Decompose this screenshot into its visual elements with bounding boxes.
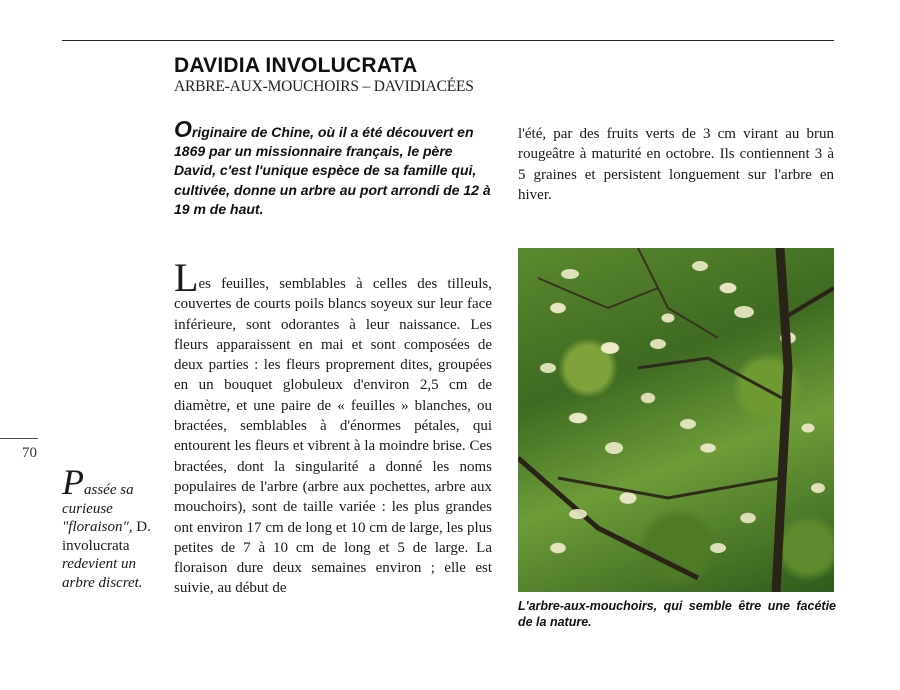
margin-note [62,462,152,593]
article-header [174,54,474,96]
body-drop-cap: L [174,255,199,300]
branches-illustration [518,248,834,592]
body-continued: l'été, par des fruits verts de 3 cm virant au brun rougeâtre à maturité en octobre. Ils contiennent 3 à 5 graines et persistent longuement sur l'arbre en hiver. [518,126,834,203]
tree-photo [518,248,834,592]
aside-text-2: redevient un arbre discret. [62,556,143,591]
intro-text: riginaire de Chine, où il a été découvert en 1869 par un missionnaire français, le père David, c'est l'unique espèce de sa famille qui, cultivée, donne un arbre au port arrondi de 12 à 19 m de haut. [174,124,491,217]
photo-caption: L'arbre-aux-mouchoirs, qui semble être une facétie de la nature. [518,599,836,629]
body-text: es feuilles, semblables à celles des tilleuls, couvertes de courts poils blancs soyeux sur leur face inférieure, sont odorantes à leur naissance. Les fleurs apparaissent en mai et sont composées de deux parties : les fleurs proprement dites, groupées en un bouquet globuleux d'environ 2,5 cm de diamètre, et une paire de « feuilles » blanches, ou bractées, semblables à d'énormes pétales, qui entourent les fleurs et vibrent à la moindre brise. Ces bractées, dont la singularité a donné les noms populaires de l'arbre (arbre aux pochettes, arbre aux mouchoirs), sont de taille variée : les plus grandes ont environ 17 cm de long et 10 cm de large, les plus petites de 7 à 10 cm de long et 5 de large. La floraison dure deux semaines environ ; elle est suivie, au début de [174,276,492,597]
margin-rule [0,438,38,439]
aside-drop-cap: P [62,462,84,502]
aside-text-1: assée sa curieuse "floraison", [62,482,134,536]
page-title: DAVIDIA INVOLUCRATA [174,54,418,77]
page-subtitle: ARBRE-AUX-MOUCHOIRS – DAVIDIACÉES [174,78,474,95]
intro-drop-cap: O [174,116,192,142]
top-rule [62,40,834,41]
body-paragraph [174,255,492,599]
aside-species: D. involucrata [62,519,151,554]
page-number: 70 [22,445,37,461]
intro-paragraph [174,116,496,219]
